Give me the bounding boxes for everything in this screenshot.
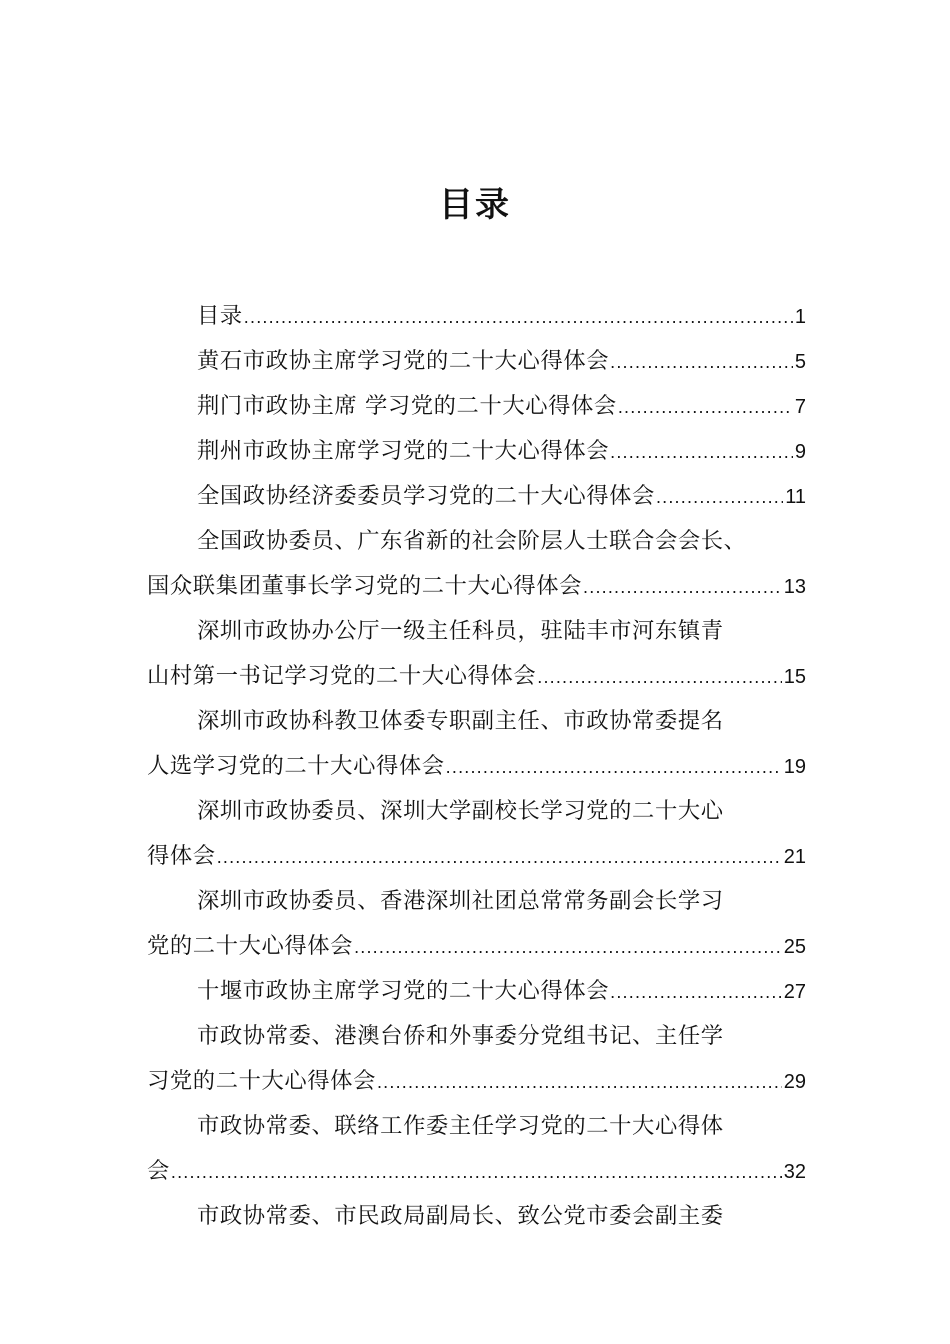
toc-entry-line xyxy=(147,609,806,654)
toc-entry-text: 市政协常委、市民政局副局长、致公党市委会副主委 xyxy=(197,1203,724,1229)
toc-entry-line xyxy=(147,1059,806,1104)
toc-entry-text: 党的二十大心得体会 xyxy=(147,933,354,959)
toc-entry-line xyxy=(147,339,806,384)
toc-dot-leader xyxy=(610,340,793,384)
toc-entry-text: 荆州市政协主席学习党的二十大心得体会 xyxy=(197,438,610,464)
toc-entry[interactable] xyxy=(147,294,806,339)
toc-entry-line xyxy=(147,519,806,564)
toc-entry-line xyxy=(147,384,806,429)
toc-entry[interactable] xyxy=(147,1014,806,1104)
toc-dot-leader xyxy=(377,1060,782,1104)
toc-entry-line xyxy=(147,879,806,924)
toc-entry-text: 市政协常委、港澳台侨和外事委分党组书记、主任学 xyxy=(197,1023,724,1049)
toc-entry-text: 全国政协经济委委员学习党的二十大心得体会 xyxy=(197,483,655,509)
toc-page-number: 7 xyxy=(794,396,806,418)
toc-dot-leader xyxy=(610,430,793,474)
toc-entry-line xyxy=(147,294,806,339)
toc-entry[interactable] xyxy=(147,384,806,429)
toc-dot-leader xyxy=(618,385,793,429)
toc-dot-leader xyxy=(171,1150,782,1194)
toc-entry-text: 得体会 xyxy=(147,843,216,869)
toc-page-number: 29 xyxy=(783,1071,806,1093)
toc-entry-text: 国众联集团董事长学习党的二十大心得体会 xyxy=(147,573,583,599)
toc-entry-text: 深圳市政协委员、香港深圳社团总常常务副会长学习 xyxy=(197,888,724,914)
toc-entry-text: 目录 xyxy=(197,303,243,329)
toc-entry-text: 人选学习党的二十大心得体会 xyxy=(147,753,445,779)
toc-entry-text: 黄石市政协主席学习党的二十大心得体会 xyxy=(197,348,610,374)
toc-page-number: 32 xyxy=(783,1161,806,1183)
toc-entry[interactable] xyxy=(147,1104,806,1194)
toc-entry-line xyxy=(147,1149,806,1194)
toc-entry-line xyxy=(147,1014,806,1059)
toc-dot-leader xyxy=(583,565,782,609)
toc-dot-leader xyxy=(217,835,782,879)
toc-entry-line xyxy=(147,789,806,834)
toc-entry[interactable] xyxy=(147,519,806,609)
toc-page-number: 11 xyxy=(785,486,806,508)
toc-entry-line xyxy=(147,654,806,699)
toc-entry[interactable] xyxy=(147,789,806,879)
toc-entry[interactable] xyxy=(147,969,806,1014)
toc-entry-line xyxy=(147,564,806,609)
toc-dot-leader xyxy=(656,475,783,519)
toc-entry[interactable] xyxy=(147,879,806,969)
page-title: 目录 xyxy=(439,184,511,225)
toc-page-number: 15 xyxy=(783,666,806,688)
toc-entry-line xyxy=(147,969,806,1014)
toc-entry-line xyxy=(147,699,806,744)
toc-entry-line xyxy=(147,474,806,519)
toc-dot-leader xyxy=(446,745,782,789)
toc-entry-line xyxy=(147,429,806,474)
toc-dot-leader xyxy=(537,655,782,699)
toc-entry[interactable] xyxy=(147,474,806,519)
toc-entry-text: 市政协常委、联络工作委主任学习党的二十大心得体 xyxy=(197,1113,724,1139)
toc-entry[interactable] xyxy=(147,609,806,699)
toc-entry-line xyxy=(147,1194,806,1239)
toc-entry[interactable] xyxy=(147,699,806,789)
toc-page-number: 13 xyxy=(783,576,806,598)
toc-dot-leader xyxy=(244,295,793,339)
toc-entry-text: 山村第一书记学习党的二十大心得体会 xyxy=(147,663,537,689)
toc-entry-line xyxy=(147,1104,806,1149)
toc-entry-text: 深圳市政协科教卫体委专职副主任、市政协常委提名 xyxy=(197,708,724,734)
toc-entry[interactable] xyxy=(147,339,806,384)
toc-entry-line xyxy=(147,744,806,789)
toc-entry-line xyxy=(147,924,806,969)
toc-page-number: 21 xyxy=(783,846,806,868)
toc-entry[interactable] xyxy=(147,429,806,474)
toc-entry-text: 习党的二十大心得体会 xyxy=(147,1068,376,1094)
toc-entry-text: 荆门市政协主席 学习党的二十大心得体会 xyxy=(197,393,617,419)
toc-entry-text: 十堰市政协主席学习党的二十大心得体会 xyxy=(197,978,610,1004)
toc-dot-leader xyxy=(354,925,782,969)
toc-page-number: 5 xyxy=(794,351,806,373)
table-of-contents xyxy=(147,294,806,1239)
toc-entry-text: 深圳市政协办公厅一级主任科员，驻陆丰市河东镇青 xyxy=(197,618,724,644)
toc-entry-text: 深圳市政协委员、深圳大学副校长学习党的二十大心 xyxy=(197,798,724,824)
toc-page-number: 9 xyxy=(794,441,806,463)
toc-page-number: 27 xyxy=(783,981,806,1003)
toc-page-number: 19 xyxy=(783,756,806,778)
toc-entry-text: 全国政协委员、广东省新的社会阶层人士联合会会长、 xyxy=(197,528,747,554)
toc-page-number: 1 xyxy=(794,306,806,328)
toc-page-number: 25 xyxy=(783,936,806,958)
toc-dot-leader xyxy=(610,970,782,1014)
toc-entry-text: 会 xyxy=(147,1158,170,1184)
toc-entry-line xyxy=(147,834,806,879)
toc-entry[interactable] xyxy=(147,1194,806,1239)
